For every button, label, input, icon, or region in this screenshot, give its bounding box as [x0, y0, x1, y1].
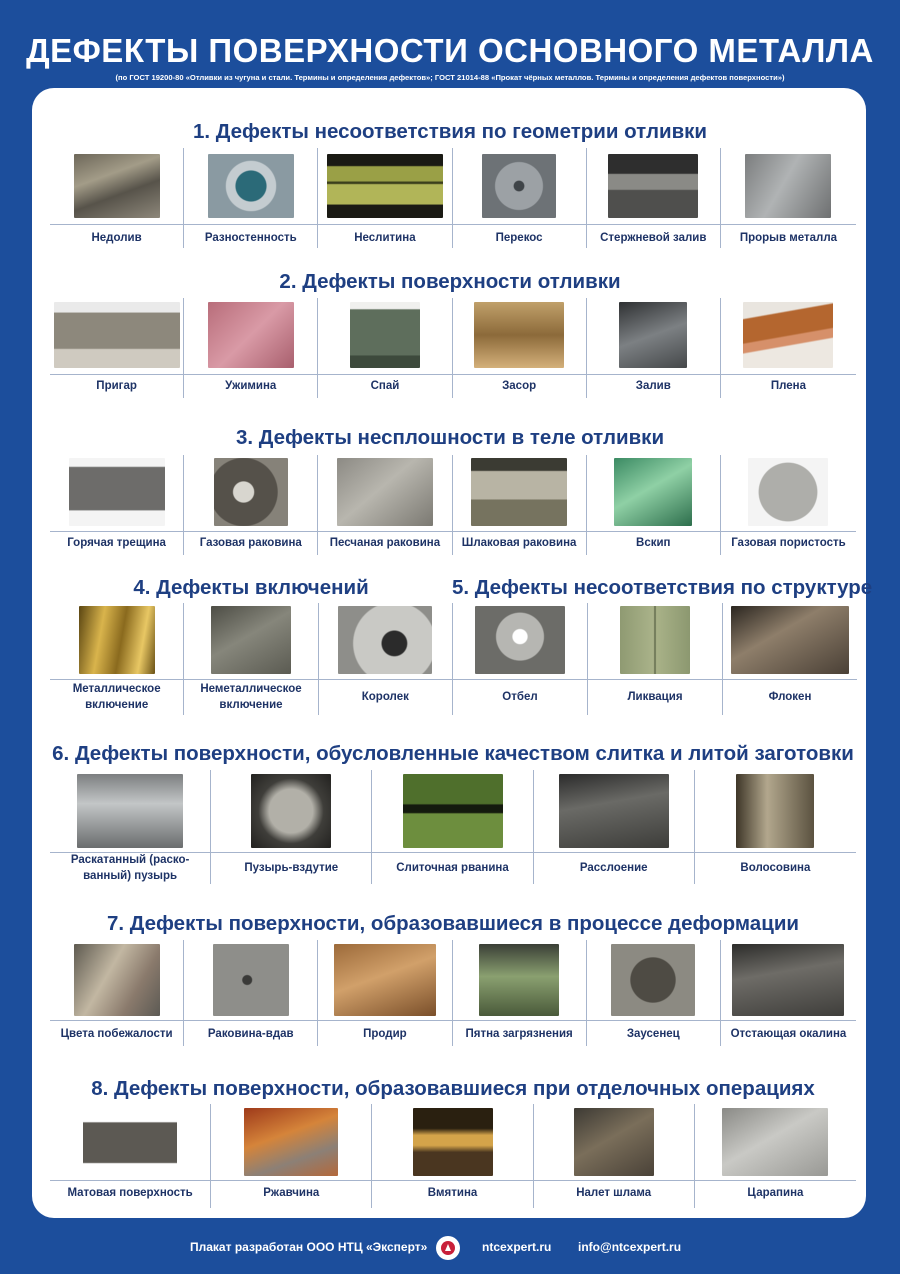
- section-row-8: [50, 1104, 856, 1208]
- defect-caption: Раковина-вдав: [207, 1028, 294, 1040]
- defect-photo: [474, 302, 564, 368]
- defect-item: [50, 603, 184, 715]
- defect-photo: [620, 606, 690, 674]
- defect-item: [695, 1104, 856, 1208]
- defect-caption: Продир: [363, 1028, 407, 1040]
- defect-photo: [736, 774, 814, 848]
- defect-caption: Вскип: [636, 537, 671, 549]
- defect-item: [211, 770, 372, 884]
- section-title-2: 2. Дефекты поверхности отливки: [279, 270, 621, 293]
- defect-item: [721, 148, 856, 248]
- defect-item: [587, 455, 721, 555]
- defect-photo: [748, 458, 828, 526]
- defect-photo: [559, 774, 669, 848]
- defect-item: [318, 455, 452, 555]
- section-title-5: 5. Дефекты несоответствия по структуре: [452, 576, 873, 599]
- defect-caption: Неметаллическое включение: [200, 683, 302, 711]
- defect-photo: [69, 458, 165, 526]
- defect-photo: [83, 1108, 177, 1176]
- defect-item: [721, 455, 856, 555]
- defect-caption: Волосовина: [740, 862, 811, 874]
- defect-caption: Ликвация: [627, 691, 683, 703]
- defect-item: [372, 1104, 533, 1208]
- defect-item: [50, 298, 184, 398]
- defect-item: [184, 455, 318, 555]
- defect-caption: Прорыв металла: [739, 232, 838, 244]
- defect-caption: Раскатанный (раско-ванный) пузырь: [70, 854, 190, 882]
- defect-item: [318, 298, 452, 398]
- defect-photo: [334, 944, 436, 1016]
- defect-caption: Металлическое включение: [72, 683, 161, 711]
- defect-item: [372, 770, 533, 884]
- defect-caption: Отбел: [502, 691, 538, 703]
- section-title-3: 3. Дефекты несплошности в теле отливки: [235, 426, 665, 449]
- defect-item: [184, 940, 318, 1046]
- poster-title: ДЕФЕКТЫ ПОВЕРХНОСТИ ОСНОВНОГО МЕТАЛЛА: [26, 32, 874, 69]
- defect-item: [319, 603, 452, 715]
- defect-caption: Ужимина: [225, 380, 277, 392]
- defect-photo: [208, 154, 294, 218]
- company-logo-icon: [436, 1236, 460, 1260]
- defect-item: [453, 298, 587, 398]
- defect-photo: [77, 774, 183, 848]
- defect-caption: Флокен: [768, 691, 812, 703]
- defect-photo: [574, 1108, 654, 1176]
- defect-item: [50, 1104, 211, 1208]
- defect-caption: Цвета побежалости: [60, 1028, 173, 1040]
- defect-item: [184, 148, 318, 248]
- defect-caption: Пузырь-вздутие: [244, 862, 339, 874]
- defect-caption: Налет шлама: [576, 1187, 652, 1199]
- defect-item: [318, 148, 452, 248]
- defect-photo: [611, 944, 695, 1016]
- defect-item: [723, 603, 857, 715]
- defect-item: [453, 603, 588, 715]
- section-title-7: 7. Дефекты поверхности, образовавшиеся в процессе деформации: [106, 912, 800, 935]
- defect-caption: Перекос: [495, 232, 543, 244]
- defect-caption: Расслоение: [579, 862, 648, 874]
- defect-caption: Шлаковая раковина: [461, 537, 577, 549]
- defect-caption: Королек: [361, 691, 409, 703]
- defect-item: [721, 940, 856, 1046]
- defect-caption: Заусенец: [626, 1028, 680, 1040]
- footer-email-link[interactable]: info@ntcexpert.ru: [578, 1240, 682, 1254]
- defect-caption: Засор: [502, 380, 537, 392]
- defect-photo: [327, 154, 443, 218]
- section-row-3: [50, 455, 856, 555]
- defect-caption: Разностенность: [204, 232, 297, 244]
- defect-caption: Песчаная раковина: [329, 537, 441, 549]
- section-row-5: [452, 603, 857, 715]
- defect-caption: Стержневой залив: [600, 232, 707, 244]
- defect-item: [534, 1104, 695, 1208]
- defect-caption: Вмятина: [427, 1187, 478, 1199]
- footer-developer: Плакат разработан ООО НТЦ «Эксперт»: [190, 1240, 428, 1254]
- defect-caption: Царапина: [747, 1187, 804, 1199]
- defect-item: [50, 455, 184, 555]
- defect-photo: [350, 302, 420, 368]
- defect-item: [453, 148, 587, 248]
- defect-item: [587, 148, 721, 248]
- defect-item: [184, 603, 318, 715]
- defect-caption: Слиточная рванина: [396, 862, 509, 874]
- defect-item: [588, 603, 723, 715]
- defect-item: [211, 1104, 372, 1208]
- defect-photo: [338, 606, 432, 674]
- defect-photo: [745, 154, 831, 218]
- defect-caption: Газовая раковина: [199, 537, 302, 549]
- defect-item: [453, 940, 587, 1046]
- section-row-1: [50, 148, 856, 248]
- defect-photo: [722, 1108, 828, 1176]
- defect-item: [184, 298, 318, 398]
- section-row-4: [50, 603, 452, 715]
- defect-photo: [614, 458, 692, 526]
- defect-photo: [471, 458, 567, 526]
- defect-caption: Пригар: [96, 380, 137, 392]
- defect-photo: [214, 458, 288, 526]
- defect-item: [534, 770, 695, 884]
- footer: [0, 1236, 900, 1260]
- defect-photo: [743, 302, 833, 368]
- defect-photo: [208, 302, 294, 368]
- defect-photo: [211, 606, 291, 674]
- defect-photo: [403, 774, 503, 848]
- defect-item: [50, 148, 184, 248]
- defect-caption: Газовая пористость: [731, 537, 846, 549]
- defect-item: [587, 940, 721, 1046]
- defect-item: [50, 770, 211, 884]
- defect-caption: Матовая поверхность: [67, 1187, 193, 1199]
- defect-item: [318, 940, 452, 1046]
- defect-item: [587, 298, 721, 398]
- section-title-6: 6. Дефекты поверхности, обусловленные качеством слитка и литой заготовки: [52, 742, 854, 765]
- section-row-7: [50, 940, 856, 1046]
- defect-caption: Ржавчина: [263, 1187, 320, 1199]
- section-row-2: [50, 298, 856, 398]
- defect-caption: Горячая трещина: [67, 537, 166, 549]
- defect-photo: [213, 944, 289, 1016]
- defect-caption: Недолив: [91, 232, 142, 244]
- defect-photo: [251, 774, 331, 848]
- defect-item: [50, 940, 184, 1046]
- defect-photo: [74, 154, 160, 218]
- defect-caption: Неслитина: [354, 232, 416, 244]
- defect-photo: [79, 606, 155, 674]
- defect-photo: [74, 944, 160, 1016]
- section-title-8: 8. Дефекты поверхности, образовавшиеся при отделочных операциях: [91, 1077, 815, 1100]
- defect-photo: [619, 302, 687, 368]
- defect-caption: Спай: [370, 380, 400, 392]
- footer-site-link[interactable]: ntcexpert.ru: [482, 1240, 552, 1254]
- defect-caption: Отстающая окалина: [730, 1028, 847, 1040]
- poster-subtitle: (по ГОСТ 19200-80 «Отливки из чугуна и стали. Термины и определения дефектов»; ГОСТ 21014-88 «Прокат чёрных металлов. Термины и определения дефектов поверхности»): [115, 73, 785, 82]
- defect-caption: Плена: [770, 380, 807, 392]
- defect-photo: [731, 606, 849, 674]
- defect-photo: [475, 606, 565, 674]
- section-title-4: 4. Дефекты включений: [133, 576, 369, 599]
- defect-item: [695, 770, 856, 884]
- defect-item: [453, 455, 587, 555]
- defect-photo: [732, 944, 844, 1016]
- defect-photo: [244, 1108, 338, 1176]
- section-row-6: [50, 770, 856, 884]
- defect-caption: Пятна загрязнения: [465, 1028, 573, 1040]
- defect-photo: [413, 1108, 493, 1176]
- defect-photo: [337, 458, 433, 526]
- section-title-1: 1. Дефекты несоответствия по геометрии отливки: [192, 120, 708, 143]
- defect-item: [721, 298, 856, 398]
- defect-photo: [54, 302, 180, 368]
- defect-photo: [479, 944, 559, 1016]
- defect-caption: Залив: [635, 380, 671, 392]
- defect-photo: [482, 154, 556, 218]
- defect-photo: [608, 154, 698, 218]
